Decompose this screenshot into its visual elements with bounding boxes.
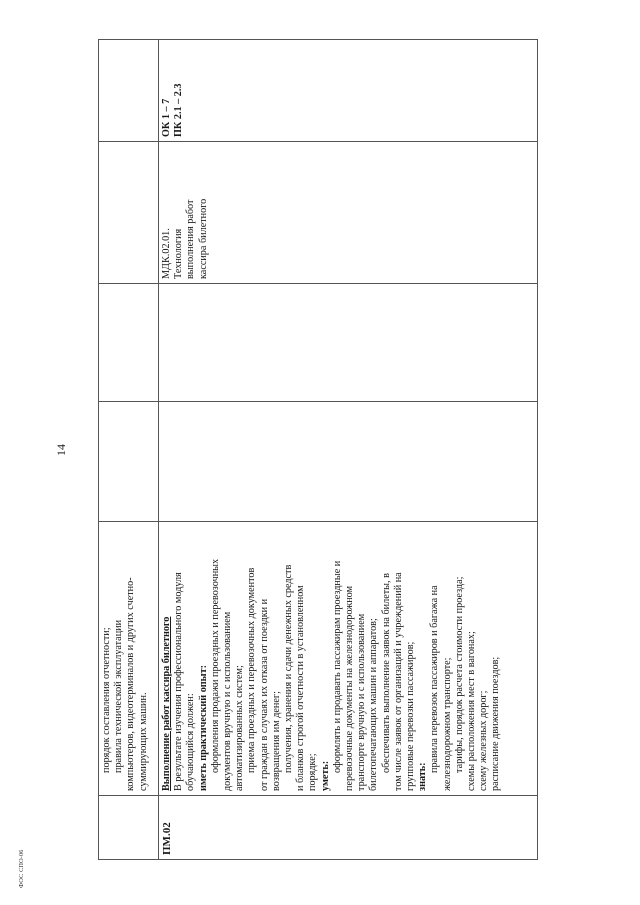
module-code-cell [159,796,538,860]
text-line: перевозочные документы на железнодорожном [344,585,356,791]
mdk-cell [159,142,538,284]
text-line: правила технической эксплуатации [113,619,125,773]
text-line: порядке; [307,753,319,791]
competency-pk: ПК 2.1 – 2.3 [173,83,185,137]
text-line: оформлять и продавать пассажирам проездные и [331,560,343,773]
text-line: схемы расположения мест в вагонах; [466,631,478,791]
competencies-cell [159,40,538,142]
text-line: В результате изучения профессионального модуля [173,572,185,791]
continuation-row [99,40,159,860]
text-line: схему железных дорог; [478,690,490,791]
text-line: обеспечивать выполнение заявок на билеты, в [380,573,392,773]
continuation-text [99,522,159,796]
module-row [159,40,538,860]
curriculum-table-rotated [98,40,538,860]
mdk-line: выполнения работ [185,199,197,279]
footer-code: ФОС СПО-06 [18,849,25,888]
curriculum-table [98,39,538,860]
empty-cell [99,284,159,402]
experience-heading: иметь практический опыт: [197,664,209,791]
text-line: компьютеров, видеотерминалов и других счетно- [125,577,137,791]
empty-cell [99,402,159,522]
text-line: расписание движения поездов; [490,656,502,791]
text-line: документов вручную и с использованием [222,611,234,791]
text-line: правила перевозок пассажиров и багажа на [429,585,441,773]
text-line: обучающийся должен: [185,693,197,791]
text-line: железнодорожном транспорте; [441,657,453,791]
empty-cell [159,284,538,402]
module-code: ПМ.02 [161,822,173,855]
empty-cell [99,40,159,142]
text-line: порядок составления отчетности; [101,627,112,773]
competency-ok: ОК 1 – 7 [161,98,172,137]
text-line: от граждан в случаях их отказа от поездки и [258,598,270,791]
text-line: оформления продажи проездных и перевозочных [209,558,221,773]
text-line: и бланков строгой отчетности в установленном [295,585,307,791]
mdk-line: МДК.02.01. [161,228,172,279]
text-line: суммирующих машин. [137,692,149,791]
knowledge-heading: знать: [417,762,429,791]
mdk-line: Технология [173,228,185,279]
text-line: тарифы, порядок расчета стоимости проезда; [453,576,465,773]
text-line: том числе заявок от организаций и учреждений на [392,572,404,791]
text-line: получения, хранения и сдачи денежных средств [283,564,295,773]
text-line: билетопечатающих машин и аппаратов; [368,618,380,791]
text-line: групповые перевозки пассажиров; [405,641,417,791]
text-line: транспорте вручную и с использованием [356,613,368,791]
module-title: Выполнение работ кассира билетного [161,616,172,791]
page-number: 14 [54,444,68,456]
empty-cell [159,402,538,522]
text-line: возвращения им денег; [270,691,282,791]
mdk-line: кассира билетного [197,198,209,279]
module-description [159,522,538,796]
empty-cell [99,142,159,284]
code-cell-empty [99,796,159,860]
text-line: автоматизированных систем; [234,665,246,791]
skills-heading: уметь: [319,760,331,791]
text-line: приема проездных и перевозочных документов [246,567,258,773]
